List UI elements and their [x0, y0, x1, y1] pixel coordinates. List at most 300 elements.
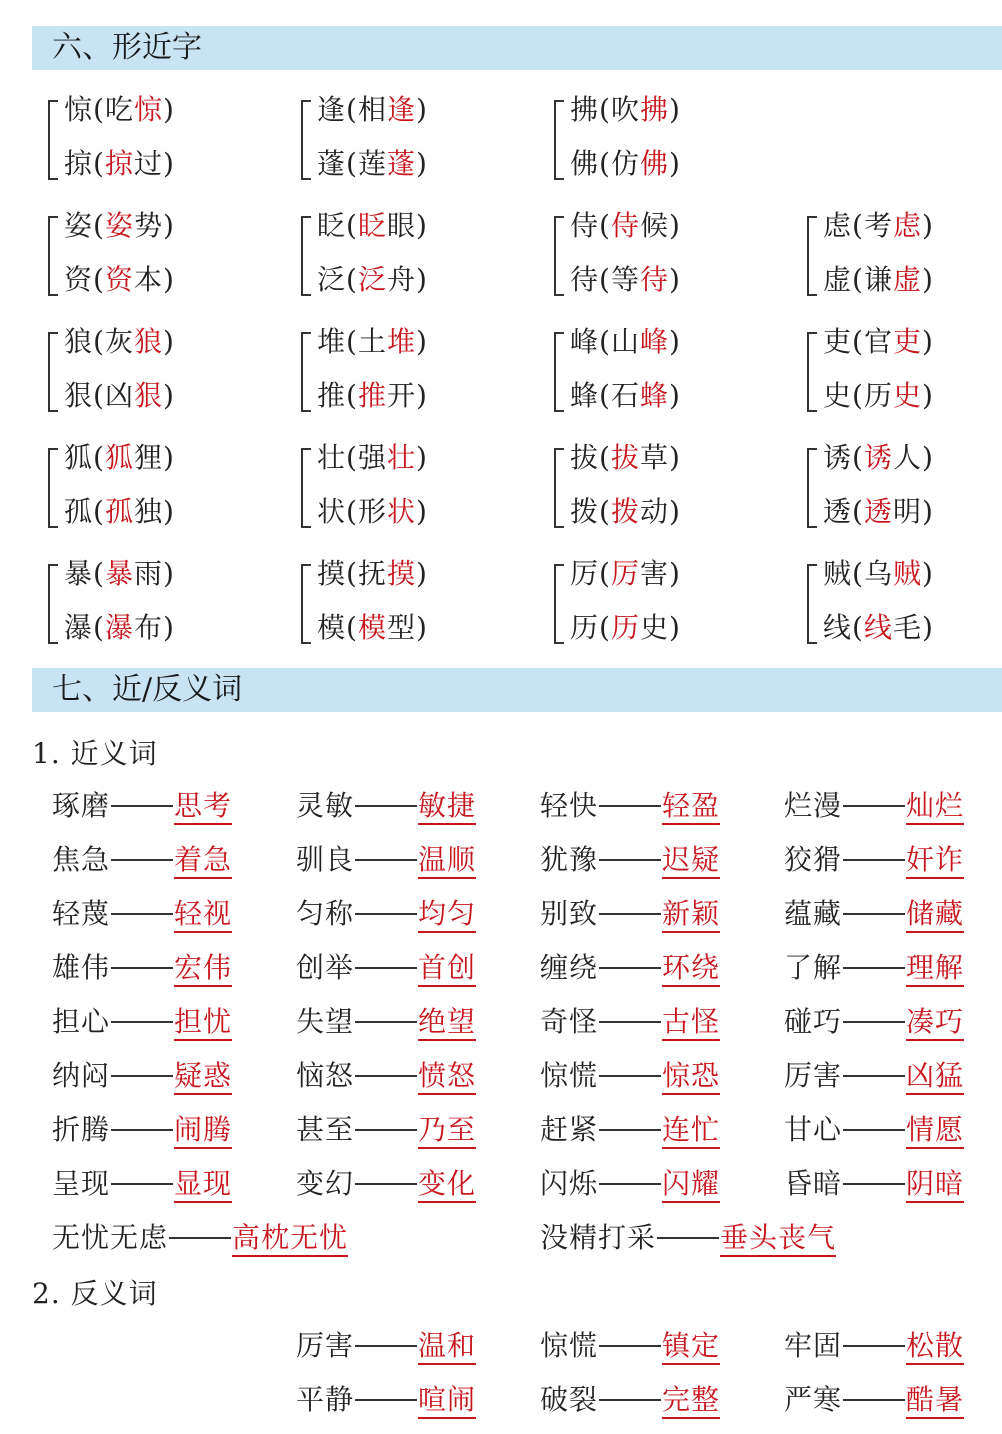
- antonym-answer: 喧闹: [418, 1383, 476, 1419]
- pair-text: (: [93, 209, 105, 242]
- pair-text: ): [921, 557, 934, 590]
- synonym-answer: 灿烂: [906, 789, 964, 825]
- synonym-answer: 连忙: [662, 1113, 720, 1149]
- pair-text: ): [162, 379, 175, 412]
- similar-pair: [807, 438, 1002, 542]
- pair-text: 虑: [892, 209, 922, 242]
- pair-text: 狐: [104, 441, 134, 474]
- synonym-pair: [52, 842, 232, 878]
- synonym-word: 甘心: [784, 1113, 843, 1146]
- pair-text: (: [852, 441, 864, 474]
- dash-separator: [843, 805, 905, 807]
- pair-text: 舟): [386, 263, 428, 296]
- synonym-word: 呈现: [52, 1167, 111, 1200]
- pair-text: 状: [386, 495, 416, 528]
- synonym-answer: 情愿: [906, 1113, 964, 1149]
- brace-bracket: [807, 216, 817, 296]
- synonym-answer: 宏伟: [174, 951, 232, 987]
- pair-text: 动): [639, 495, 681, 528]
- pair-line: [64, 92, 175, 128]
- pair-text: 贼: [823, 557, 853, 590]
- pair-line: [64, 262, 175, 298]
- pair-line: [570, 378, 681, 414]
- pair-text: 姿: [104, 209, 134, 242]
- pair-text: 模: [317, 611, 347, 644]
- pair-text: 狠: [64, 379, 94, 412]
- pair-text: ): [668, 263, 681, 296]
- pair-line: [823, 208, 934, 244]
- dash-separator: [843, 913, 905, 915]
- pair-text: (: [599, 209, 611, 242]
- idiom-word: 无忧无虑: [52, 1221, 169, 1254]
- pair-line: [64, 610, 175, 646]
- synonym-word: 灵敏: [296, 789, 355, 822]
- pair-text: 侍: [610, 209, 640, 242]
- synonym-pair: [296, 788, 476, 824]
- brace-bracket: [48, 332, 58, 412]
- pair-line: [317, 324, 428, 360]
- synonym-word: 担心: [52, 1005, 111, 1038]
- similar-pair: [554, 206, 774, 310]
- dash-separator: [843, 1021, 905, 1023]
- pair-text: ): [162, 325, 175, 358]
- pair-text: 孤: [64, 495, 94, 528]
- synonym-pair: [296, 842, 476, 878]
- section-7-heading: 七、近/反义词: [32, 668, 1002, 712]
- pair-line: [570, 92, 681, 128]
- similar-pair: [301, 438, 521, 542]
- pair-text: 过): [133, 147, 175, 180]
- pair-text: 线: [863, 611, 893, 644]
- pair-line: [64, 208, 175, 244]
- pair-text: 透: [823, 495, 853, 528]
- synonym-word: 犹豫: [540, 843, 599, 876]
- synonym-word: 昏暗: [784, 1167, 843, 1200]
- synonym-answer: 敏捷: [418, 789, 476, 825]
- pair-text: (相: [346, 93, 387, 126]
- dash-separator: [355, 913, 417, 915]
- pair-text: 堆: [386, 325, 416, 358]
- synonym-word: 厉害: [784, 1059, 843, 1092]
- synonym-pair: [540, 1058, 720, 1094]
- antonym-answer: 松散: [906, 1329, 964, 1365]
- synonym-pair: [784, 1004, 964, 1040]
- pair-line: [64, 440, 175, 476]
- idiom-answer: 高枕无忧: [232, 1221, 348, 1257]
- similar-pair: [48, 438, 268, 542]
- dash-separator: [843, 1183, 905, 1185]
- pair-text: 状: [317, 495, 347, 528]
- antonym-pair: [784, 1382, 964, 1418]
- pair-line: [317, 92, 428, 128]
- pair-text: (乌: [852, 557, 893, 590]
- synonym-pair: [784, 1166, 964, 1202]
- pair-line: [823, 610, 934, 646]
- antonym-pair: [784, 1328, 964, 1364]
- synonym-word: 轻蔑: [52, 897, 111, 930]
- similar-pair: [554, 554, 774, 658]
- synonym-pair: [52, 1112, 232, 1148]
- pair-text: 诱: [823, 441, 853, 474]
- synonym-answer: 变化: [418, 1167, 476, 1203]
- pair-text: (: [599, 441, 611, 474]
- pair-text: (强: [346, 441, 387, 474]
- synonym-answer: 迟疑: [662, 843, 720, 879]
- pair-line: [570, 262, 681, 298]
- dash-separator: [599, 967, 661, 969]
- pair-text: 侍: [570, 209, 600, 242]
- brace-bracket: [807, 448, 817, 528]
- pair-text: 吏: [823, 325, 853, 358]
- synonym-answer: 担忧: [174, 1005, 232, 1041]
- brace-bracket: [554, 216, 564, 296]
- dash-separator: [843, 1399, 905, 1401]
- brace-bracket: [48, 100, 58, 180]
- pair-text: (形: [346, 495, 387, 528]
- pair-text: 吏: [892, 325, 922, 358]
- pair-line: [317, 494, 428, 530]
- pair-line: [64, 146, 175, 182]
- synonym-answer: 理解: [906, 951, 964, 987]
- synonym-answer: 古怪: [662, 1005, 720, 1041]
- idiom-pair: [540, 1220, 836, 1256]
- synonym-word: 恼怒: [296, 1059, 355, 1092]
- dash-separator: [355, 1075, 417, 1077]
- synonym-word: 折腾: [52, 1113, 111, 1146]
- synonym-word: 赶紧: [540, 1113, 599, 1146]
- synonym-answer: 显现: [174, 1167, 232, 1203]
- synonym-pair: [784, 896, 964, 932]
- synonym-pair: [296, 1166, 476, 1202]
- pair-text: (: [599, 495, 611, 528]
- pair-text: (: [93, 495, 105, 528]
- pair-text: (吃: [93, 93, 134, 126]
- pair-text: 狼: [64, 325, 94, 358]
- pair-text: ): [415, 147, 428, 180]
- synonym-word: 创举: [296, 951, 355, 984]
- similar-pair: [807, 554, 1002, 658]
- synonym-answer: 思考: [174, 789, 232, 825]
- pair-text: 候): [639, 209, 681, 242]
- synonym-answer: 凶猛: [906, 1059, 964, 1095]
- brace-bracket: [48, 448, 58, 528]
- brace-bracket: [554, 332, 564, 412]
- pair-text: 开): [386, 379, 428, 412]
- pair-text: 厉: [610, 557, 640, 590]
- pair-text: ): [415, 495, 428, 528]
- pair-text: 推: [317, 379, 347, 412]
- pair-text: 孤: [104, 495, 134, 528]
- pair-text: 惊: [133, 93, 163, 126]
- synonym-pair: [784, 950, 964, 986]
- dash-separator: [355, 1129, 417, 1131]
- pair-text: 独): [133, 495, 175, 528]
- synonym-pair: [540, 1166, 720, 1202]
- pair-text: 堆: [317, 325, 347, 358]
- pair-text: ): [668, 379, 681, 412]
- synonym-pair: [540, 1112, 720, 1148]
- synonym-pair: [540, 1004, 720, 1040]
- pair-text: 拨: [610, 495, 640, 528]
- pair-text: 史): [639, 611, 681, 644]
- synonym-word: 蕴藏: [784, 897, 843, 930]
- pair-text: 势): [133, 209, 175, 242]
- antonym-word: 严寒: [784, 1383, 843, 1416]
- pair-text: 雨): [133, 557, 175, 590]
- antonym-answer: 温和: [418, 1329, 476, 1365]
- dash-separator: [355, 859, 417, 861]
- brace-bracket: [554, 100, 564, 180]
- synonym-pair: [296, 950, 476, 986]
- pair-text: 掠: [64, 147, 94, 180]
- synonym-pair: [52, 896, 232, 932]
- pair-text: 害): [639, 557, 681, 590]
- pair-text: (: [852, 611, 864, 644]
- pair-text: 型): [386, 611, 428, 644]
- pair-text: 蜂: [570, 379, 600, 412]
- synonym-pair: [784, 1112, 964, 1148]
- synonym-answer: 奸诈: [906, 843, 964, 879]
- similar-pair: [301, 90, 521, 194]
- pair-text: 逢: [386, 93, 416, 126]
- pair-text: 虚: [823, 263, 853, 296]
- pair-text: 逢: [317, 93, 347, 126]
- pair-text: 拨: [570, 495, 600, 528]
- pair-text: 本): [133, 263, 175, 296]
- synonym-pair: [52, 950, 232, 986]
- pair-text: 泛: [357, 263, 387, 296]
- pair-text: 资: [104, 263, 134, 296]
- antonym-word: 破裂: [540, 1383, 599, 1416]
- similar-pair: [301, 554, 521, 658]
- dash-separator: [111, 967, 173, 969]
- synonym-word: 失望: [296, 1005, 355, 1038]
- synonym-pair: [52, 1058, 232, 1094]
- pair-text: 待: [639, 263, 669, 296]
- pair-text: 惊: [64, 93, 94, 126]
- dash-separator: [843, 1345, 905, 1347]
- similar-pair: [48, 206, 268, 310]
- similar-pair: [807, 206, 1002, 310]
- pair-text: 瀑: [104, 611, 134, 644]
- dash-separator: [843, 967, 905, 969]
- pair-text: 拂: [639, 93, 669, 126]
- synonym-answer: 凑巧: [906, 1005, 964, 1041]
- pair-text: ): [921, 209, 934, 242]
- dash-separator: [599, 1399, 661, 1401]
- synonym-pair: [296, 1004, 476, 1040]
- similar-characters-grid: [48, 90, 1002, 660]
- synonym-word: 变幻: [296, 1167, 355, 1200]
- pair-text: (: [93, 611, 105, 644]
- pair-text: 峰: [639, 325, 669, 358]
- pair-line: [570, 610, 681, 646]
- pair-line: [823, 440, 934, 476]
- dash-separator: [111, 1021, 173, 1023]
- pair-text: 壮: [317, 441, 347, 474]
- pair-text: 眼): [386, 209, 428, 242]
- dash-separator: [169, 1237, 231, 1239]
- pair-text: ): [921, 379, 934, 412]
- brace-bracket: [554, 448, 564, 528]
- pair-text: 壮: [386, 441, 416, 474]
- pair-text: 摸: [317, 557, 347, 590]
- pair-line: [317, 146, 428, 182]
- brace-bracket: [301, 100, 311, 180]
- synonym-pair: [540, 896, 720, 932]
- pair-text: 暴: [64, 557, 94, 590]
- synonym-word: 纳闷: [52, 1059, 111, 1092]
- dash-separator: [843, 1129, 905, 1131]
- synonym-pair: [784, 1058, 964, 1094]
- pair-text: (官: [852, 325, 893, 358]
- pair-text: 蓬: [317, 147, 347, 180]
- antonyms-subheading: 2. 反义词: [32, 1277, 158, 1310]
- synonym-answer: 新颖: [662, 897, 720, 933]
- synonym-pair: [52, 1166, 232, 1202]
- synonym-word: 奇怪: [540, 1005, 599, 1038]
- brace-bracket: [301, 448, 311, 528]
- pair-text: 贼: [892, 557, 922, 590]
- section-6-heading: 六、形近字: [32, 26, 1002, 70]
- dash-separator: [355, 967, 417, 969]
- pair-text: ): [415, 93, 428, 126]
- pair-text: 蓬: [386, 147, 416, 180]
- idiom-answer: 垂头丧气: [720, 1221, 836, 1257]
- pair-text: 狐: [64, 441, 94, 474]
- brace-bracket: [301, 564, 311, 644]
- pair-text: 毛): [892, 611, 934, 644]
- pair-text: (谦: [852, 263, 893, 296]
- brace-bracket: [807, 564, 817, 644]
- synonym-answer: 储藏: [906, 897, 964, 933]
- pair-text: 掠: [104, 147, 134, 180]
- pair-text: 草): [639, 441, 681, 474]
- similar-pair: [554, 90, 774, 194]
- brace-bracket: [301, 332, 311, 412]
- synonym-answer: 愤怒: [418, 1059, 476, 1095]
- synonym-answer: 惊恐: [662, 1059, 720, 1095]
- pair-text: 狼: [133, 325, 163, 358]
- pair-text: 厉: [570, 557, 600, 590]
- similar-pair: [554, 438, 774, 542]
- synonym-answer: 绝望: [418, 1005, 476, 1041]
- synonym-word: 甚至: [296, 1113, 355, 1146]
- synonym-answer: 阴暗: [906, 1167, 964, 1203]
- antonym-word: 惊慌: [540, 1329, 599, 1362]
- dash-separator: [599, 859, 661, 861]
- dash-separator: [355, 1021, 417, 1023]
- synonym-answer: 疑惑: [174, 1059, 232, 1095]
- pair-text: (: [852, 495, 864, 528]
- synonym-answer: 轻盈: [662, 789, 720, 825]
- pair-text: (灰: [93, 325, 134, 358]
- pair-text: (吹: [599, 93, 640, 126]
- pair-text: 史: [892, 379, 922, 412]
- pair-text: (: [93, 263, 105, 296]
- pair-text: 瀑: [64, 611, 94, 644]
- pair-line: [570, 146, 681, 182]
- dash-separator: [599, 805, 661, 807]
- pair-text: (: [93, 557, 105, 590]
- pair-text: (抚: [346, 557, 387, 590]
- pair-line: [570, 494, 681, 530]
- pair-text: 拔: [570, 441, 600, 474]
- brace-bracket: [807, 332, 817, 412]
- synonym-answer: 乃至: [418, 1113, 476, 1149]
- pair-line: [64, 324, 175, 360]
- synonym-answer: 闹腾: [174, 1113, 232, 1149]
- pair-text: 史: [823, 379, 853, 412]
- synonym-pair: [540, 842, 720, 878]
- dash-separator: [599, 1183, 661, 1185]
- dash-separator: [111, 913, 173, 915]
- synonym-word: 琢磨: [52, 789, 111, 822]
- pair-text: 佛: [639, 147, 669, 180]
- synonym-word: 了解: [784, 951, 843, 984]
- pair-text: 拔: [610, 441, 640, 474]
- synonym-word: 别致: [540, 897, 599, 930]
- pair-text: 历: [610, 611, 640, 644]
- pair-text: 虚: [892, 263, 922, 296]
- pair-text: ): [668, 147, 681, 180]
- pair-text: 透: [863, 495, 893, 528]
- pair-text: 虑: [823, 209, 853, 242]
- pair-text: 暴: [104, 557, 134, 590]
- pair-line: [317, 440, 428, 476]
- synonym-pair: [540, 950, 720, 986]
- pair-text: (: [599, 557, 611, 590]
- pair-text: 拂: [570, 93, 600, 126]
- antonym-answer: 酷暑: [906, 1383, 964, 1419]
- pair-text: 眨: [317, 209, 347, 242]
- similar-pair: [301, 206, 521, 310]
- synonym-word: 惊慌: [540, 1059, 599, 1092]
- pair-text: 峰: [570, 325, 600, 358]
- pair-text: ): [921, 325, 934, 358]
- pair-text: 蜂: [639, 379, 669, 412]
- pair-text: ): [668, 325, 681, 358]
- similar-pair: [48, 90, 268, 194]
- pair-text: 模: [357, 611, 387, 644]
- dash-separator: [599, 1021, 661, 1023]
- pair-line: [823, 556, 934, 592]
- pair-text: ): [415, 441, 428, 474]
- pair-line: [823, 378, 934, 414]
- synonym-word: 轻快: [540, 789, 599, 822]
- pair-line: [570, 440, 681, 476]
- pair-text: (等: [599, 263, 640, 296]
- dash-separator: [111, 1129, 173, 1131]
- pair-text: (凶: [93, 379, 134, 412]
- synonym-answer: 闪耀: [662, 1167, 720, 1203]
- pair-text: 摸: [386, 557, 416, 590]
- synonym-answer: 环绕: [662, 951, 720, 987]
- synonym-answer: 温顺: [418, 843, 476, 879]
- pair-text: (山: [599, 325, 640, 358]
- dash-separator: [355, 805, 417, 807]
- similar-pair: [48, 554, 268, 658]
- pair-line: [570, 556, 681, 592]
- pair-text: (土: [346, 325, 387, 358]
- synonym-pair: [784, 842, 964, 878]
- antonym-word: 平静: [296, 1383, 355, 1416]
- dash-separator: [111, 1075, 173, 1077]
- synonym-pair: [52, 788, 232, 824]
- dash-separator: [657, 1237, 719, 1239]
- pair-text: 人): [892, 441, 934, 474]
- pair-text: 布): [133, 611, 175, 644]
